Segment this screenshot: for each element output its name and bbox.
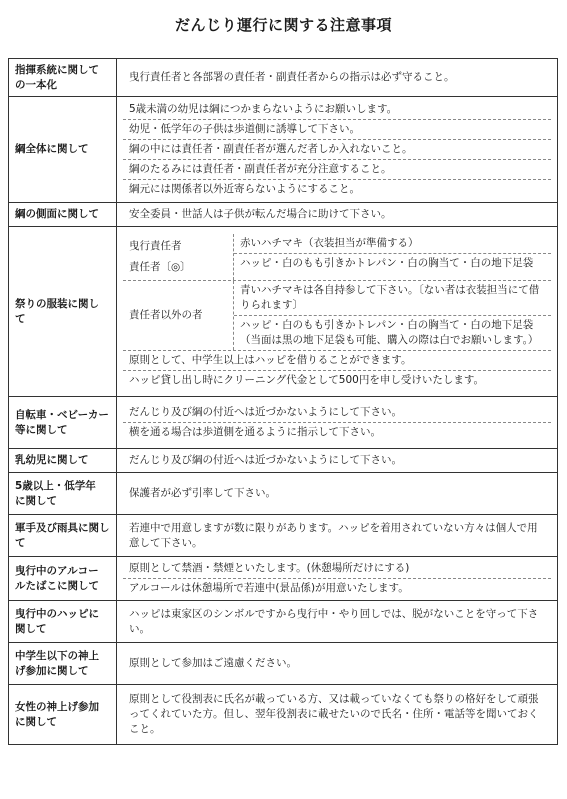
rule-content [117,203,558,227]
rule-row [9,601,558,643]
rule-line: だんじり及び綱の付近へは近づかないようにして下さい。 [123,403,551,423]
rule-heading: 指揮系統に関して の一本化 [9,59,117,97]
rule-content [117,473,558,515]
rules-table [8,58,558,745]
rule-content [117,449,558,473]
rule-heading: 乳幼児に関して [9,449,117,473]
role-label: 責任者〔◎〕 [129,260,191,273]
role-label: 曳行責任者 [129,239,182,252]
page-title: だんじり運行に関する注意事項 [174,16,392,34]
rule-line: 綱元には関係者以外近寄らないようにすること。 [129,183,360,195]
rule-line: ハッピ貸し出し時にクリーニング代金として500円を申し受けいたします。 [129,373,484,386]
rule-heading: 女性の神上げ参加 に関して [9,685,117,745]
rule-line: 横を通る場合は歩道側を通るように指示して下さい。 [129,426,381,438]
rule-content [117,643,558,685]
attire-group [123,234,551,281]
rule-row [9,203,558,227]
rule-heading: 曳行中のアルコー ルたばこに関して [9,557,117,601]
rule-line: 原則として参加はご遠慮ください。 [129,657,297,669]
rule-content [117,515,558,557]
rule-content [117,59,558,97]
attire-line: 赤いハチマキ（衣装担当が準備する） [234,234,551,254]
rule-line: 原則として禁酒・禁煙といたします。(休憩場所だけにする) [123,559,551,579]
rule-line: だんじり及び綱の付近へは近づかないようにして下さい。 [129,454,402,466]
rule-content [117,557,558,601]
rule-heading: 曳行中のハッピに 関して [9,601,117,643]
rule-line: 綱のたるみには責任者・副責任者が充分注意すること。 [123,160,551,180]
rule-line: 安全委員・世話人は子供が転んだ場合に助けて下さい。 [129,208,392,220]
rule-line: ハッピは東家区のシンボルですから曳行中・やり回しでは、脱がないことを守って下さい。 [129,607,539,635]
rule-row [9,685,558,745]
rule-content [117,601,558,643]
rule-row [9,449,558,473]
rule-row [9,59,558,97]
rule-row [9,515,558,557]
rule-row [9,397,558,449]
attire-line: ハッピ・白のもも引きかトレパン・白の胸当て・白の地下足袋 [240,256,534,269]
rule-row [9,643,558,685]
rule-line: 保護者が必ず引率して下さい。 [129,487,276,499]
attire-line: 青いハチマキは各自持参して下さい。〔ない者は衣装担当にて借りられます〕 [234,281,551,316]
rule-heading: 中学生以下の神上 げ参加に関して [9,643,117,685]
rule-line: アルコールは休憩場所で若連中(景品係)が用意いたします。 [129,582,409,594]
rule-heading: 綱の側面に関して [9,203,117,227]
rule-heading: 自転車・ベビーカー 等に関して [9,397,117,449]
rule-line: 原則として、中学生以上はハッピを借りることができます。 [123,351,551,371]
rule-line: 幼児・低学年の子供は歩道側に誘導して下さい。 [123,120,551,140]
rule-heading: 綱全体に関して [9,97,117,203]
rule-heading: 祭りの服装に関し て [9,227,117,397]
rule-row [9,557,558,601]
rule-line: 綱の中には責任者・副責任者が選んだ者しか入れないこと。 [123,140,551,160]
rule-content [117,397,558,449]
rule-line: 原則として役割表に氏名が載っている方、又は載っていなくても祭りの格好をして頑張ってくれていた方。但し、翌年役割表に載せたいので氏名・住所・電話等を聞いておくこと。 [129,693,539,735]
attire-group [123,281,551,351]
rule-line: 曳行責任者と各部署の責任者・副責任者からの指示は必ず守ること。 [129,71,455,83]
attire-role [123,281,234,350]
rule-heading: 軍手及び雨具に関し て [9,515,117,557]
rule-row [9,97,558,203]
rule-content [117,97,558,203]
rule-content [117,685,558,745]
rule-row [9,473,558,515]
rule-line: 若連中で用意しますが数に限りがあります。ハッピを着用されていない方々は個人で用意して下さい。 [129,521,538,549]
attire-role [123,234,234,280]
rule-content [117,227,558,397]
attire-line: ハッピ・白のもも引きかトレパン・白の胸当て・白の地下足袋（当面は黒の地下足袋も可能、購入の際は白でお願いします。） [240,318,539,346]
rule-row [9,227,558,397]
rule-line: 5歳未満の幼児は綱につかまらないようにお願いします。 [123,100,551,120]
rule-heading: 5歳以上・低学年 に関して [9,473,117,515]
role-label: 責任者以外の者 [129,308,203,321]
